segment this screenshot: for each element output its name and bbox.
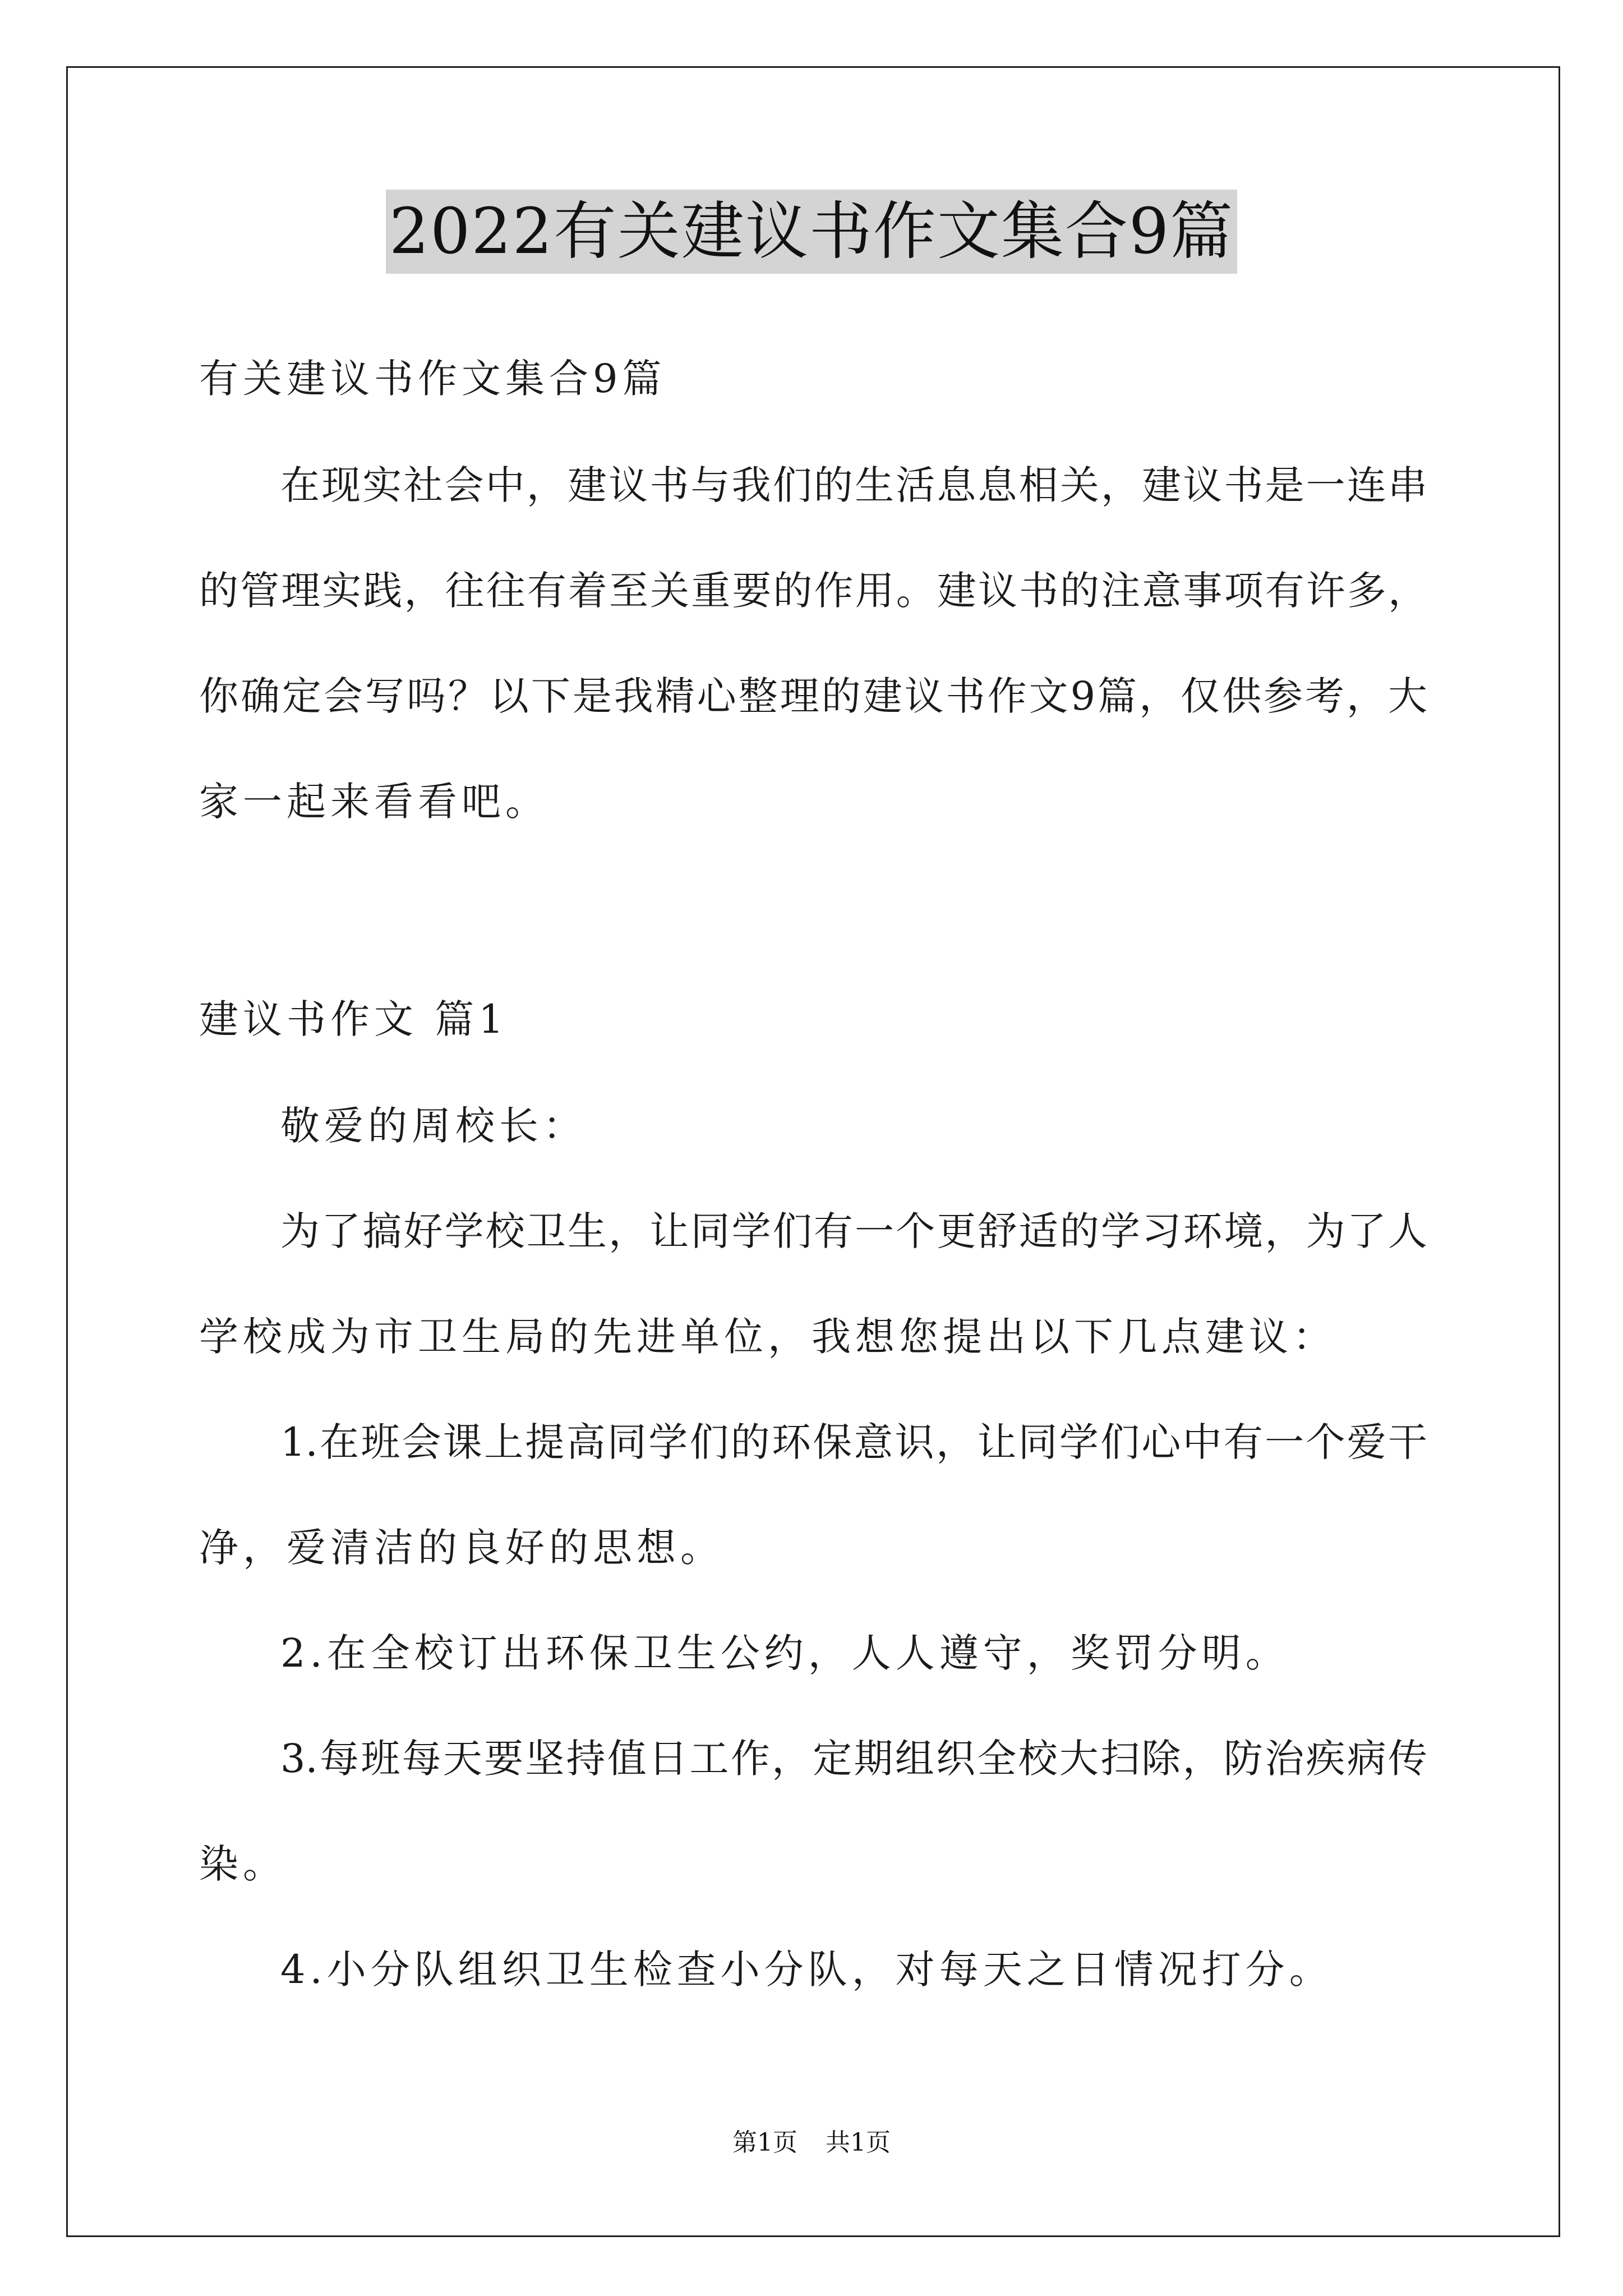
page-total: 共1页 bbox=[826, 2128, 891, 2157]
list-item-1-line-1: 1.在班会课上提高同学们的环保意识，让同学们心中有一个爱干 bbox=[280, 1419, 1427, 1465]
page-number: 第1页 bbox=[732, 2128, 797, 2157]
paragraph-1-line-2: 学校成为市卫生局的先进单位，我想您提出以下几点建议： bbox=[199, 1314, 1336, 1360]
salutation: 敬爱的周校长： bbox=[280, 1103, 587, 1149]
list-item-1-line-2: 净，爱清洁的良好的思想。 bbox=[199, 1525, 724, 1571]
intro-line-2: 的管理实践，往往有着至关重要的作用。建议书的注意事项有许多， bbox=[199, 568, 1427, 614]
list-item-3-line-2: 染。 bbox=[199, 1841, 287, 1887]
page-footer bbox=[0, 2126, 1623, 2160]
document-subtitle: 有关建议书作文集合9篇 bbox=[199, 356, 666, 402]
title-container bbox=[0, 190, 1623, 274]
intro-line-1: 在现实社会中，建议书与我们的生活息息相关，建议书是一连串 bbox=[280, 462, 1427, 508]
list-item-4: 4.小分队组织卫生检查小分队，对每天之日情况打分。 bbox=[280, 1947, 1333, 1993]
section-heading: 建议书作文 篇1 bbox=[199, 996, 508, 1042]
list-item-2: 2.在全校订出环保卫生公约，人人遵守，奖罚分明。 bbox=[280, 1630, 1289, 1676]
intro-line-3: 你确定会写吗？以下是我精心整理的建议书作文9篇，仅供参考，大 bbox=[199, 673, 1427, 719]
list-item-3-line-1: 3.每班每天要坚持值日工作，定期组织全校大扫除，防治疾病传 bbox=[280, 1736, 1427, 1782]
intro-line-4: 家一起来看看吧。 bbox=[199, 779, 549, 825]
document-title: 2022有关建议书作文集合9篇 bbox=[386, 190, 1237, 274]
paragraph-1-line-1: 为了搞好学校卫生，让同学们有一个更舒适的学习环境，为了人 bbox=[280, 1208, 1427, 1254]
